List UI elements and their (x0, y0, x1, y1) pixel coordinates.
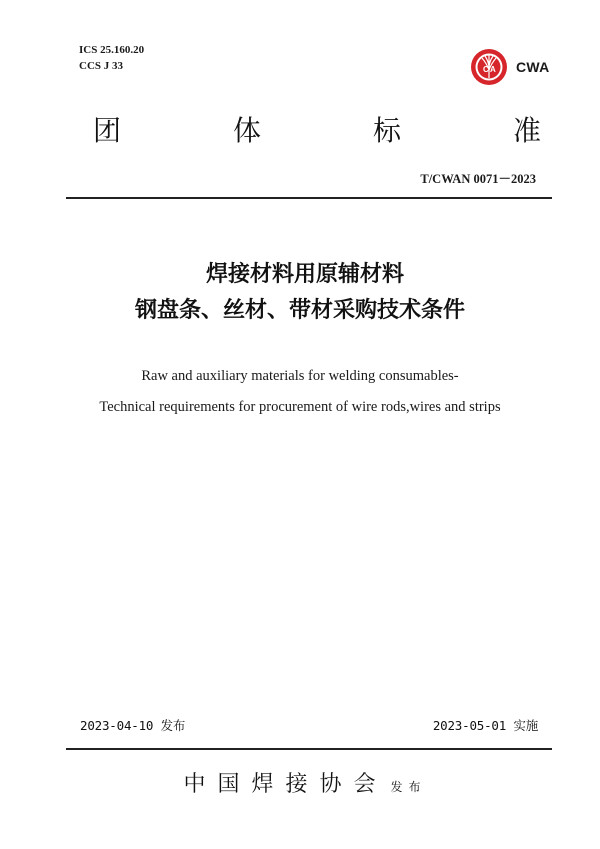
header-divider (66, 197, 552, 199)
ics-code: ICS 25.160.20 (79, 44, 145, 56)
implementation-date: 2023-05-01 实施 (432, 718, 538, 733)
standard-type-char: 体 (232, 114, 261, 147)
standard-type-char: 准 (512, 114, 541, 147)
publisher (0, 767, 600, 798)
logo-text: CWA (516, 59, 550, 75)
issue-date: 2023-04-10 发布 (80, 718, 186, 733)
standard-type-heading (93, 114, 541, 148)
svg-text:A: A (490, 65, 496, 74)
standard-number: T/CWAN 0071－2023 (420, 172, 536, 186)
footer-divider (66, 748, 552, 750)
title-en-line-2: Technical requirements for procurement of wire rods,wires and strips (99, 399, 501, 415)
standard-type-char: 标 (372, 114, 401, 147)
classification-codes (79, 42, 144, 74)
cwa-logo (470, 48, 550, 86)
svg-text:C: C (483, 65, 489, 74)
publisher-suffix: 发布 (390, 780, 427, 794)
title-cn-line-1: 焊接材料用原辅材料 (205, 262, 404, 287)
standard-type-char: 团 (93, 114, 122, 147)
title-en-line-1: Raw and auxiliary materials for welding consumables- (141, 368, 459, 384)
title-cn-line-2: 钢盘条、丝材、带材采购技术条件 (134, 298, 465, 323)
publisher-name: 中国焊接协会 (183, 772, 388, 797)
cwa-emblem-icon (470, 48, 508, 86)
ccs-code: CCS J 33 (79, 60, 124, 72)
